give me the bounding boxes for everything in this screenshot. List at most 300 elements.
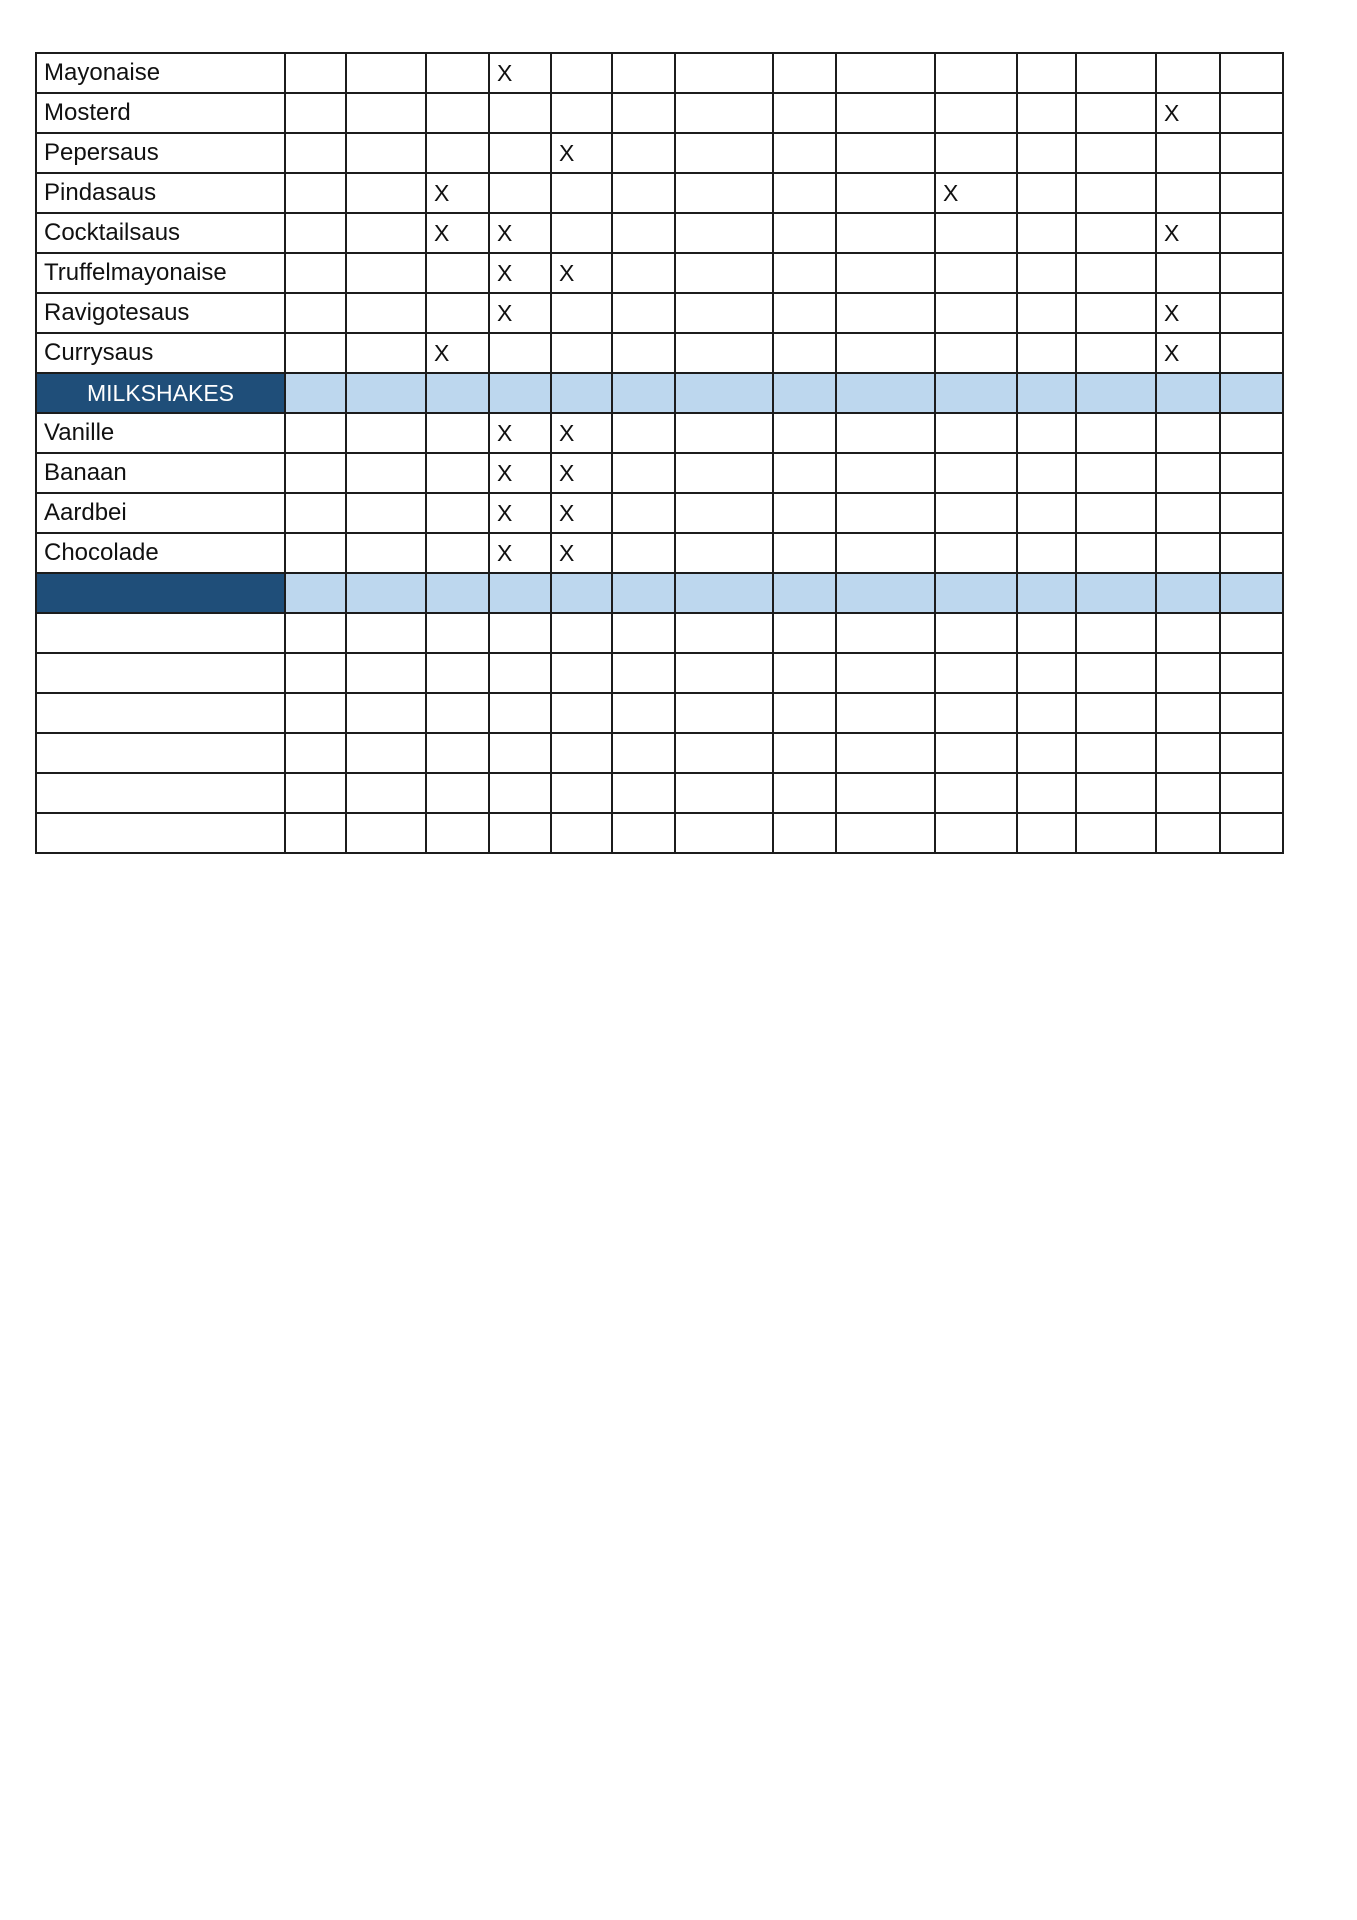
mark-cell[interactable] bbox=[935, 293, 1017, 333]
mark-cell[interactable] bbox=[935, 533, 1017, 573]
mark-cell[interactable] bbox=[1220, 333, 1283, 373]
mark-cell[interactable] bbox=[426, 453, 489, 493]
mark-cell[interactable] bbox=[1076, 773, 1156, 813]
section-cell[interactable] bbox=[1220, 373, 1283, 413]
row-label[interactable]: Currysaus bbox=[36, 333, 285, 373]
mark-cell[interactable] bbox=[426, 733, 489, 773]
mark-cell[interactable] bbox=[1220, 613, 1283, 653]
mark-cell[interactable]: X bbox=[489, 253, 551, 293]
mark-cell[interactable] bbox=[285, 173, 346, 213]
mark-cell[interactable] bbox=[1017, 693, 1076, 733]
mark-cell[interactable] bbox=[836, 773, 935, 813]
mark-cell[interactable] bbox=[935, 773, 1017, 813]
mark-cell[interactable] bbox=[551, 773, 612, 813]
section-cell[interactable] bbox=[551, 573, 612, 613]
mark-cell[interactable] bbox=[1076, 613, 1156, 653]
section-cell[interactable] bbox=[773, 373, 836, 413]
mark-cell[interactable] bbox=[1156, 813, 1220, 853]
mark-cell[interactable] bbox=[346, 333, 426, 373]
mark-cell[interactable] bbox=[773, 813, 836, 853]
row-label[interactable] bbox=[36, 613, 285, 653]
mark-cell[interactable] bbox=[836, 493, 935, 533]
mark-cell[interactable] bbox=[836, 53, 935, 93]
mark-cell[interactable] bbox=[612, 133, 675, 173]
mark-cell[interactable] bbox=[285, 333, 346, 373]
mark-cell[interactable] bbox=[1220, 133, 1283, 173]
mark-cell[interactable]: X bbox=[935, 173, 1017, 213]
mark-cell[interactable] bbox=[285, 693, 346, 733]
mark-cell[interactable] bbox=[1017, 533, 1076, 573]
mark-cell[interactable] bbox=[1156, 53, 1220, 93]
mark-cell[interactable] bbox=[1220, 93, 1283, 133]
mark-cell[interactable] bbox=[1220, 53, 1283, 93]
mark-cell[interactable] bbox=[612, 333, 675, 373]
mark-cell[interactable] bbox=[935, 453, 1017, 493]
mark-cell[interactable] bbox=[773, 533, 836, 573]
mark-cell[interactable] bbox=[773, 173, 836, 213]
section-cell[interactable] bbox=[1076, 373, 1156, 413]
mark-cell[interactable] bbox=[1076, 173, 1156, 213]
section-cell[interactable] bbox=[1156, 573, 1220, 613]
mark-cell[interactable] bbox=[551, 653, 612, 693]
mark-cell[interactable] bbox=[675, 133, 773, 173]
mark-cell[interactable] bbox=[346, 173, 426, 213]
mark-cell[interactable] bbox=[612, 213, 675, 253]
mark-cell[interactable] bbox=[426, 53, 489, 93]
mark-cell[interactable] bbox=[1156, 493, 1220, 533]
mark-cell[interactable] bbox=[426, 613, 489, 653]
section-cell[interactable] bbox=[346, 373, 426, 413]
mark-cell[interactable]: X bbox=[1156, 93, 1220, 133]
mark-cell[interactable] bbox=[773, 333, 836, 373]
mark-cell[interactable] bbox=[489, 693, 551, 733]
mark-cell[interactable] bbox=[773, 653, 836, 693]
mark-cell[interactable] bbox=[836, 693, 935, 733]
mark-cell[interactable] bbox=[836, 333, 935, 373]
mark-cell[interactable] bbox=[285, 133, 346, 173]
mark-cell[interactable] bbox=[935, 133, 1017, 173]
mark-cell[interactable] bbox=[836, 533, 935, 573]
mark-cell[interactable] bbox=[1156, 253, 1220, 293]
row-label[interactable] bbox=[36, 653, 285, 693]
mark-cell[interactable] bbox=[935, 93, 1017, 133]
section-cell[interactable] bbox=[1017, 573, 1076, 613]
row-label[interactable]: Mosterd bbox=[36, 93, 285, 133]
mark-cell[interactable] bbox=[675, 213, 773, 253]
section-cell[interactable] bbox=[1156, 373, 1220, 413]
mark-cell[interactable]: X bbox=[551, 493, 612, 533]
mark-cell[interactable] bbox=[675, 333, 773, 373]
mark-cell[interactable]: X bbox=[489, 53, 551, 93]
mark-cell[interactable] bbox=[1076, 493, 1156, 533]
mark-cell[interactable] bbox=[612, 653, 675, 693]
mark-cell[interactable] bbox=[675, 253, 773, 293]
mark-cell[interactable] bbox=[346, 453, 426, 493]
mark-cell[interactable] bbox=[935, 813, 1017, 853]
mark-cell[interactable] bbox=[1076, 813, 1156, 853]
mark-cell[interactable] bbox=[285, 813, 346, 853]
mark-cell[interactable] bbox=[1076, 53, 1156, 93]
mark-cell[interactable] bbox=[1220, 173, 1283, 213]
mark-cell[interactable] bbox=[1220, 693, 1283, 733]
section-cell[interactable] bbox=[1017, 373, 1076, 413]
mark-cell[interactable] bbox=[612, 733, 675, 773]
mark-cell[interactable] bbox=[285, 413, 346, 453]
mark-cell[interactable]: X bbox=[426, 213, 489, 253]
mark-cell[interactable] bbox=[1156, 173, 1220, 213]
mark-cell[interactable] bbox=[1156, 613, 1220, 653]
mark-cell[interactable] bbox=[675, 493, 773, 533]
mark-cell[interactable] bbox=[426, 773, 489, 813]
mark-cell[interactable] bbox=[551, 173, 612, 213]
mark-cell[interactable] bbox=[773, 413, 836, 453]
mark-cell[interactable]: X bbox=[1156, 213, 1220, 253]
mark-cell[interactable] bbox=[551, 693, 612, 733]
mark-cell[interactable] bbox=[1017, 813, 1076, 853]
mark-cell[interactable] bbox=[1076, 253, 1156, 293]
mark-cell[interactable] bbox=[935, 733, 1017, 773]
section-cell[interactable] bbox=[836, 373, 935, 413]
mark-cell[interactable] bbox=[612, 533, 675, 573]
mark-cell[interactable] bbox=[426, 813, 489, 853]
mark-cell[interactable] bbox=[1017, 53, 1076, 93]
mark-cell[interactable] bbox=[1017, 133, 1076, 173]
mark-cell[interactable] bbox=[935, 613, 1017, 653]
row-label[interactable]: Banaan bbox=[36, 453, 285, 493]
mark-cell[interactable] bbox=[773, 213, 836, 253]
mark-cell[interactable] bbox=[612, 773, 675, 813]
mark-cell[interactable] bbox=[1017, 733, 1076, 773]
mark-cell[interactable] bbox=[551, 733, 612, 773]
row-label[interactable]: Mayonaise bbox=[36, 53, 285, 93]
mark-cell[interactable]: X bbox=[489, 213, 551, 253]
mark-cell[interactable]: X bbox=[551, 413, 612, 453]
mark-cell[interactable] bbox=[675, 533, 773, 573]
mark-cell[interactable] bbox=[836, 93, 935, 133]
mark-cell[interactable] bbox=[1220, 453, 1283, 493]
mark-cell[interactable] bbox=[675, 173, 773, 213]
mark-cell[interactable] bbox=[773, 693, 836, 733]
mark-cell[interactable] bbox=[612, 93, 675, 133]
mark-cell[interactable] bbox=[489, 613, 551, 653]
mark-cell[interactable] bbox=[1076, 93, 1156, 133]
mark-cell[interactable] bbox=[1220, 213, 1283, 253]
mark-cell[interactable] bbox=[551, 53, 612, 93]
mark-cell[interactable] bbox=[1156, 773, 1220, 813]
mark-cell[interactable] bbox=[675, 53, 773, 93]
mark-cell[interactable] bbox=[1156, 693, 1220, 733]
mark-cell[interactable] bbox=[1017, 93, 1076, 133]
mark-cell[interactable] bbox=[489, 653, 551, 693]
mark-cell[interactable]: X bbox=[551, 453, 612, 493]
mark-cell[interactable] bbox=[426, 653, 489, 693]
mark-cell[interactable] bbox=[285, 293, 346, 333]
mark-cell[interactable] bbox=[489, 173, 551, 213]
mark-cell[interactable] bbox=[935, 213, 1017, 253]
mark-cell[interactable] bbox=[489, 773, 551, 813]
mark-cell[interactable] bbox=[346, 693, 426, 733]
mark-cell[interactable] bbox=[935, 493, 1017, 533]
mark-cell[interactable] bbox=[1156, 653, 1220, 693]
mark-cell[interactable] bbox=[935, 333, 1017, 373]
mark-cell[interactable] bbox=[836, 253, 935, 293]
mark-cell[interactable] bbox=[1076, 333, 1156, 373]
mark-cell[interactable] bbox=[1220, 653, 1283, 693]
mark-cell[interactable]: X bbox=[1156, 333, 1220, 373]
mark-cell[interactable] bbox=[346, 613, 426, 653]
mark-cell[interactable] bbox=[836, 613, 935, 653]
section-cell[interactable] bbox=[489, 573, 551, 613]
mark-cell[interactable] bbox=[426, 533, 489, 573]
mark-cell[interactable] bbox=[346, 813, 426, 853]
mark-cell[interactable] bbox=[935, 253, 1017, 293]
mark-cell[interactable] bbox=[285, 773, 346, 813]
mark-cell[interactable] bbox=[551, 613, 612, 653]
row-label[interactable]: Cocktailsaus bbox=[36, 213, 285, 253]
section-cell[interactable] bbox=[346, 573, 426, 613]
mark-cell[interactable] bbox=[285, 93, 346, 133]
mark-cell[interactable] bbox=[285, 453, 346, 493]
mark-cell[interactable] bbox=[346, 533, 426, 573]
mark-cell[interactable]: X bbox=[551, 533, 612, 573]
mark-cell[interactable]: X bbox=[426, 173, 489, 213]
row-label[interactable]: Ravigotesaus bbox=[36, 293, 285, 333]
mark-cell[interactable] bbox=[1076, 413, 1156, 453]
row-label[interactable] bbox=[36, 813, 285, 853]
mark-cell[interactable] bbox=[426, 93, 489, 133]
mark-cell[interactable] bbox=[426, 693, 489, 733]
section-title[interactable] bbox=[36, 573, 285, 613]
mark-cell[interactable] bbox=[1156, 413, 1220, 453]
mark-cell[interactable] bbox=[285, 53, 346, 93]
mark-cell[interactable] bbox=[1076, 293, 1156, 333]
mark-cell[interactable]: X bbox=[551, 133, 612, 173]
mark-cell[interactable] bbox=[1220, 533, 1283, 573]
mark-cell[interactable] bbox=[1017, 213, 1076, 253]
mark-cell[interactable]: X bbox=[489, 453, 551, 493]
mark-cell[interactable] bbox=[1220, 253, 1283, 293]
mark-cell[interactable] bbox=[1076, 453, 1156, 493]
mark-cell[interactable] bbox=[346, 413, 426, 453]
mark-cell[interactable] bbox=[773, 773, 836, 813]
mark-cell[interactable] bbox=[1220, 493, 1283, 533]
mark-cell[interactable] bbox=[1017, 493, 1076, 533]
mark-cell[interactable] bbox=[773, 733, 836, 773]
mark-cell[interactable] bbox=[1017, 293, 1076, 333]
mark-cell[interactable] bbox=[836, 733, 935, 773]
mark-cell[interactable] bbox=[1017, 613, 1076, 653]
section-cell[interactable] bbox=[426, 373, 489, 413]
mark-cell[interactable] bbox=[1017, 653, 1076, 693]
mark-cell[interactable] bbox=[285, 653, 346, 693]
mark-cell[interactable] bbox=[612, 613, 675, 653]
mark-cell[interactable] bbox=[285, 493, 346, 533]
mark-cell[interactable] bbox=[426, 133, 489, 173]
mark-cell[interactable] bbox=[612, 413, 675, 453]
mark-cell[interactable]: X bbox=[489, 493, 551, 533]
section-cell[interactable] bbox=[836, 573, 935, 613]
mark-cell[interactable] bbox=[612, 53, 675, 93]
mark-cell[interactable] bbox=[773, 53, 836, 93]
section-cell[interactable] bbox=[551, 373, 612, 413]
mark-cell[interactable] bbox=[1156, 133, 1220, 173]
mark-cell[interactable] bbox=[1156, 533, 1220, 573]
mark-cell[interactable] bbox=[1076, 653, 1156, 693]
mark-cell[interactable] bbox=[675, 813, 773, 853]
mark-cell[interactable] bbox=[551, 813, 612, 853]
mark-cell[interactable] bbox=[836, 213, 935, 253]
mark-cell[interactable] bbox=[836, 413, 935, 453]
mark-cell[interactable] bbox=[612, 293, 675, 333]
mark-cell[interactable] bbox=[836, 173, 935, 213]
mark-cell[interactable] bbox=[773, 613, 836, 653]
mark-cell[interactable] bbox=[612, 493, 675, 533]
mark-cell[interactable]: X bbox=[489, 533, 551, 573]
mark-cell[interactable] bbox=[675, 613, 773, 653]
section-cell[interactable] bbox=[285, 573, 346, 613]
mark-cell[interactable] bbox=[935, 693, 1017, 733]
mark-cell[interactable] bbox=[773, 453, 836, 493]
row-label[interactable]: Chocolade bbox=[36, 533, 285, 573]
mark-cell[interactable] bbox=[426, 293, 489, 333]
section-cell[interactable] bbox=[612, 573, 675, 613]
mark-cell[interactable] bbox=[1017, 453, 1076, 493]
mark-cell[interactable] bbox=[935, 53, 1017, 93]
mark-cell[interactable] bbox=[612, 453, 675, 493]
mark-cell[interactable] bbox=[836, 293, 935, 333]
mark-cell[interactable] bbox=[1220, 293, 1283, 333]
mark-cell[interactable] bbox=[489, 133, 551, 173]
mark-cell[interactable] bbox=[675, 773, 773, 813]
mark-cell[interactable] bbox=[675, 293, 773, 333]
mark-cell[interactable] bbox=[675, 733, 773, 773]
row-label[interactable]: Aardbei bbox=[36, 493, 285, 533]
mark-cell[interactable] bbox=[346, 53, 426, 93]
row-label[interactable] bbox=[36, 733, 285, 773]
mark-cell[interactable] bbox=[612, 253, 675, 293]
mark-cell[interactable] bbox=[935, 653, 1017, 693]
mark-cell[interactable] bbox=[935, 413, 1017, 453]
mark-cell[interactable] bbox=[346, 133, 426, 173]
section-cell[interactable] bbox=[675, 373, 773, 413]
mark-cell[interactable] bbox=[1076, 693, 1156, 733]
section-cell[interactable] bbox=[489, 373, 551, 413]
mark-cell[interactable] bbox=[551, 213, 612, 253]
mark-cell[interactable] bbox=[426, 413, 489, 453]
mark-cell[interactable] bbox=[675, 413, 773, 453]
mark-cell[interactable] bbox=[285, 733, 346, 773]
mark-cell[interactable] bbox=[836, 453, 935, 493]
row-label[interactable] bbox=[36, 693, 285, 733]
mark-cell[interactable] bbox=[346, 293, 426, 333]
mark-cell[interactable] bbox=[346, 213, 426, 253]
section-cell[interactable] bbox=[935, 573, 1017, 613]
section-cell[interactable] bbox=[773, 573, 836, 613]
section-cell[interactable] bbox=[612, 373, 675, 413]
mark-cell[interactable] bbox=[551, 333, 612, 373]
section-cell[interactable] bbox=[675, 573, 773, 613]
mark-cell[interactable] bbox=[612, 693, 675, 733]
mark-cell[interactable] bbox=[346, 253, 426, 293]
mark-cell[interactable] bbox=[612, 173, 675, 213]
row-label[interactable] bbox=[36, 773, 285, 813]
mark-cell[interactable]: X bbox=[489, 293, 551, 333]
mark-cell[interactable] bbox=[675, 93, 773, 133]
mark-cell[interactable] bbox=[346, 493, 426, 533]
mark-cell[interactable]: X bbox=[489, 413, 551, 453]
mark-cell[interactable] bbox=[1017, 333, 1076, 373]
row-label[interactable]: Vanille bbox=[36, 413, 285, 453]
mark-cell[interactable] bbox=[285, 213, 346, 253]
mark-cell[interactable] bbox=[773, 253, 836, 293]
row-label[interactable]: Pindasaus bbox=[36, 173, 285, 213]
mark-cell[interactable] bbox=[346, 653, 426, 693]
mark-cell[interactable] bbox=[551, 293, 612, 333]
mark-cell[interactable] bbox=[1017, 253, 1076, 293]
mark-cell[interactable] bbox=[285, 613, 346, 653]
mark-cell[interactable] bbox=[675, 453, 773, 493]
mark-cell[interactable] bbox=[346, 773, 426, 813]
mark-cell[interactable] bbox=[773, 93, 836, 133]
mark-cell[interactable] bbox=[773, 293, 836, 333]
mark-cell[interactable] bbox=[489, 93, 551, 133]
mark-cell[interactable] bbox=[836, 133, 935, 173]
mark-cell[interactable] bbox=[426, 493, 489, 533]
mark-cell[interactable] bbox=[1156, 733, 1220, 773]
mark-cell[interactable] bbox=[489, 813, 551, 853]
mark-cell[interactable] bbox=[836, 813, 935, 853]
section-cell[interactable] bbox=[1220, 573, 1283, 613]
mark-cell[interactable] bbox=[551, 93, 612, 133]
mark-cell[interactable] bbox=[1076, 733, 1156, 773]
mark-cell[interactable] bbox=[675, 693, 773, 733]
mark-cell[interactable] bbox=[426, 253, 489, 293]
mark-cell[interactable] bbox=[1017, 773, 1076, 813]
mark-cell[interactable] bbox=[1220, 773, 1283, 813]
mark-cell[interactable] bbox=[773, 493, 836, 533]
mark-cell[interactable] bbox=[489, 333, 551, 373]
mark-cell[interactable] bbox=[836, 653, 935, 693]
section-cell[interactable] bbox=[426, 573, 489, 613]
mark-cell[interactable] bbox=[1076, 133, 1156, 173]
mark-cell[interactable] bbox=[675, 653, 773, 693]
mark-cell[interactable] bbox=[773, 133, 836, 173]
mark-cell[interactable] bbox=[1017, 413, 1076, 453]
mark-cell[interactable] bbox=[346, 93, 426, 133]
row-label[interactable]: Pepersaus bbox=[36, 133, 285, 173]
section-cell[interactable] bbox=[285, 373, 346, 413]
mark-cell[interactable] bbox=[1220, 733, 1283, 773]
mark-cell[interactable] bbox=[346, 733, 426, 773]
mark-cell[interactable] bbox=[1156, 453, 1220, 493]
section-title[interactable]: MILKSHAKES bbox=[36, 373, 285, 413]
section-cell[interactable] bbox=[935, 373, 1017, 413]
mark-cell[interactable]: X bbox=[551, 253, 612, 293]
section-cell[interactable] bbox=[1076, 573, 1156, 613]
mark-cell[interactable] bbox=[489, 733, 551, 773]
mark-cell[interactable] bbox=[1076, 533, 1156, 573]
mark-cell[interactable] bbox=[1220, 413, 1283, 453]
mark-cell[interactable] bbox=[1076, 213, 1156, 253]
row-label[interactable]: Truffelmayonaise bbox=[36, 253, 285, 293]
mark-cell[interactable] bbox=[1220, 813, 1283, 853]
mark-cell[interactable]: X bbox=[1156, 293, 1220, 333]
mark-cell[interactable]: X bbox=[426, 333, 489, 373]
mark-cell[interactable] bbox=[612, 813, 675, 853]
mark-cell[interactable] bbox=[285, 253, 346, 293]
mark-cell[interactable] bbox=[1017, 173, 1076, 213]
mark-cell[interactable] bbox=[285, 533, 346, 573]
